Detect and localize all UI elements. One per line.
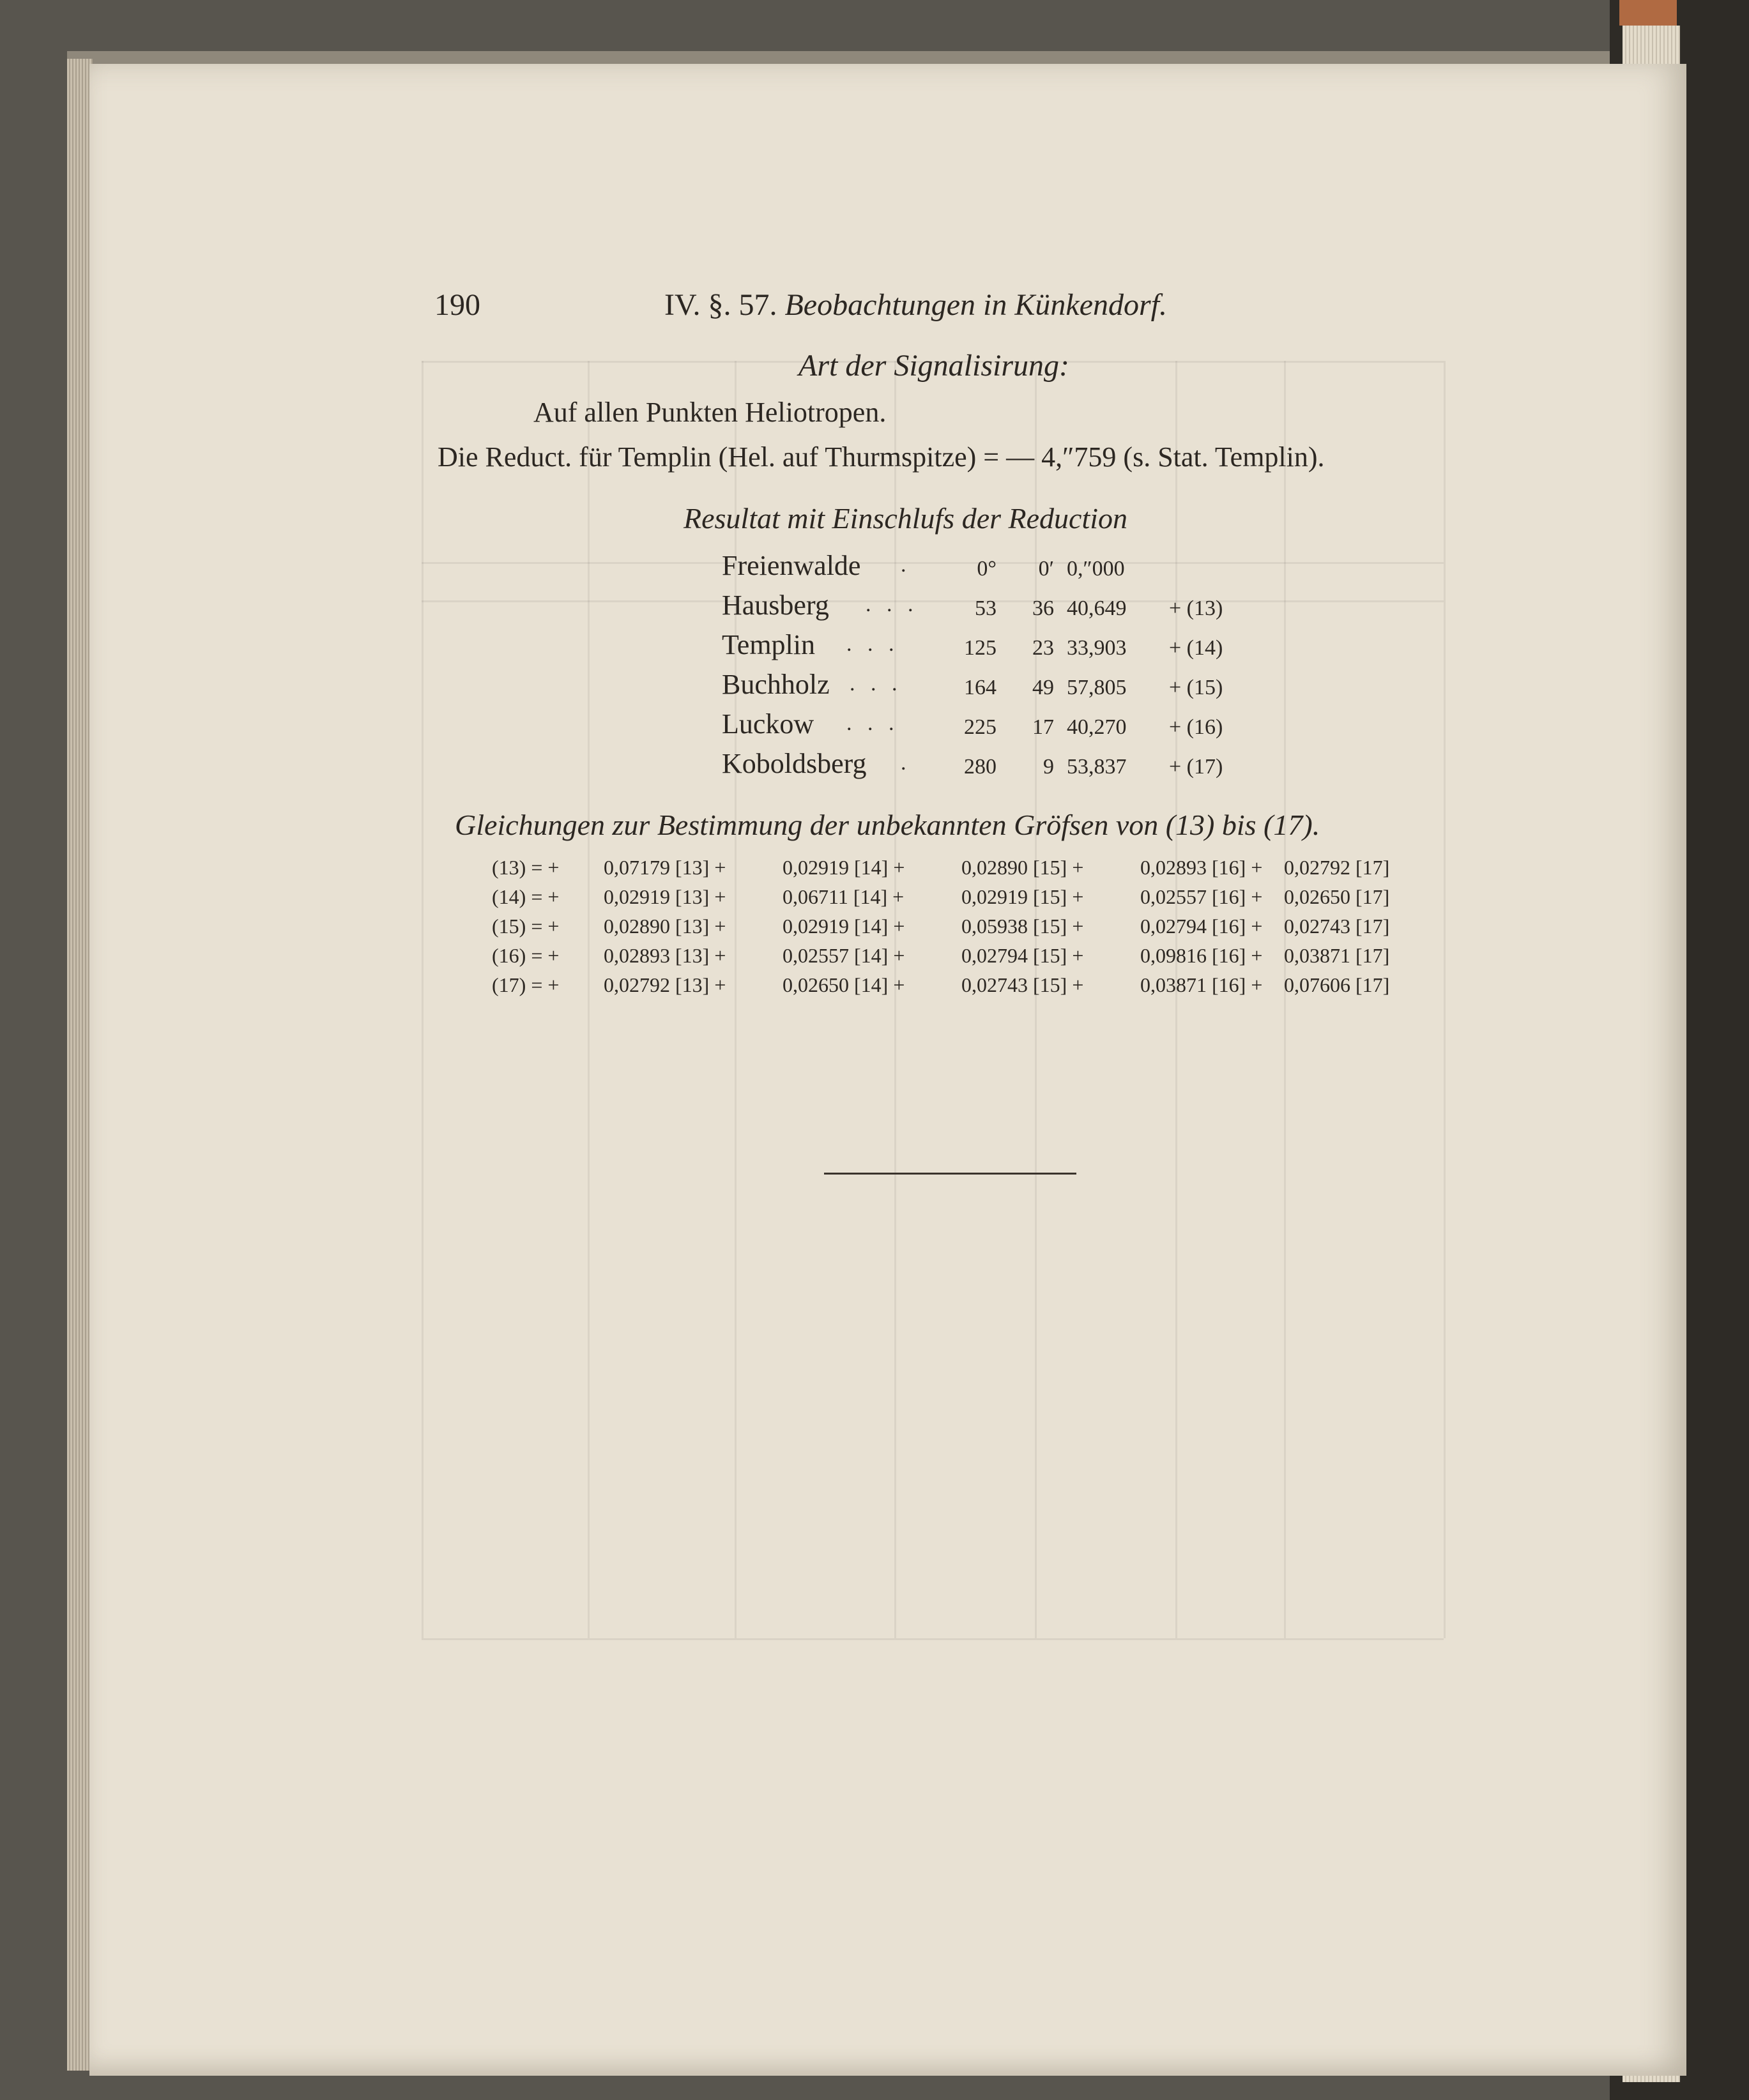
station-name: Hausberg <box>722 590 829 621</box>
unknown-term: + (13) <box>1169 597 1223 620</box>
angle-seconds: 33,903 <box>1067 636 1127 660</box>
equation-term-14: 0,02919 [14] + <box>783 915 905 938</box>
equation-term-15: 0,02919 [15] + <box>961 885 1084 908</box>
angle-degrees: 53 <box>975 597 997 620</box>
equation-row <box>492 885 1412 913</box>
equation-term-15: 0,05938 [15] + <box>961 915 1084 938</box>
equation-term-16: 0,02794 [16] + <box>1140 915 1263 938</box>
angle-minutes: 49 <box>1032 676 1054 699</box>
equation-term-16: 0,02893 [16] + <box>1140 856 1263 879</box>
result-row <box>722 549 1220 588</box>
leader-dots: . . . <box>846 632 899 656</box>
running-header <box>434 287 1278 332</box>
equation-lhs: (16) = + <box>492 944 560 967</box>
header-section: IV. §. 57. <box>664 288 777 322</box>
equation-term-16: 0,09816 [16] + <box>1140 944 1263 967</box>
angle-seconds: 53,837 <box>1067 755 1127 779</box>
equation-term-17: 0,03871 [17] <box>1284 944 1390 967</box>
angle-degrees: 225 <box>964 715 997 739</box>
equation-row <box>492 944 1412 972</box>
equation-term-13: 0,02893 [13] + <box>604 944 726 967</box>
equations-heading: Gleichungen zur Bestimmung der unbekannten Gröfsen von (13) bis (17). <box>455 809 1320 841</box>
angle-seconds: 0,″000 <box>1067 557 1125 581</box>
station-name: Templin <box>722 629 816 660</box>
equation-term-13: 0,02890 [13] + <box>604 915 726 938</box>
result-row <box>722 628 1223 667</box>
equation-term-13: 0,02919 [13] + <box>604 885 726 908</box>
angle-degrees: 164 <box>964 676 997 699</box>
leader-dots: . <box>901 751 912 775</box>
leader-dots: . . . <box>850 672 903 696</box>
equation-row <box>492 915 1412 943</box>
equation-term-16: 0,02557 [16] + <box>1140 885 1263 908</box>
equation-term-14: 0,06711 [14] + <box>783 885 905 908</box>
equation-row <box>492 973 1412 1001</box>
angle-minutes: 0′ <box>1038 557 1054 581</box>
angle-minutes: 36 <box>1032 597 1054 620</box>
equation-row <box>492 856 1412 884</box>
closing-rule <box>824 1173 1076 1175</box>
unknown-term: + (14) <box>1169 636 1223 660</box>
angle-degrees: 280 <box>964 755 997 779</box>
signalisation-heading: Art der Signalisirung: <box>798 349 1070 383</box>
leader-dots: . <box>901 553 912 577</box>
result-row <box>722 668 1223 706</box>
equation-term-17: 0,02792 [17] <box>1284 856 1390 879</box>
result-heading: Resultat mit Einschlufs der Reduction <box>684 502 1128 535</box>
result-row <box>722 708 1223 746</box>
angle-degrees: 0° <box>977 557 997 581</box>
equation-lhs: (13) = + <box>492 856 560 879</box>
unknown-term: + (15) <box>1169 676 1223 699</box>
equation-term-14: 0,02650 [14] + <box>783 973 905 996</box>
leader-dots: . . . <box>846 711 899 735</box>
result-row <box>722 747 1223 786</box>
unknown-term: + (17) <box>1169 755 1223 779</box>
equation-term-14: 0,02919 [14] + <box>783 856 905 879</box>
signalisation-line-2: Die Reduct. für Templin (Hel. auf Thurmspitze) = — 4,″759 (s. Stat. Templin). <box>438 441 1325 473</box>
equation-term-16: 0,03871 [16] + <box>1140 973 1263 996</box>
left-page-edges <box>67 59 93 2071</box>
angle-seconds: 40,649 <box>1067 597 1127 620</box>
station-name: Buchholz <box>722 669 830 700</box>
equation-term-17: 0,02650 [17] <box>1284 885 1390 908</box>
equation-term-17: 0,07606 [17] <box>1284 973 1390 996</box>
result-row <box>722 589 1223 627</box>
equation-lhs: (17) = + <box>492 973 560 996</box>
bookmark-tab <box>1619 0 1677 26</box>
equation-term-15: 0,02890 [15] + <box>961 856 1084 879</box>
angle-minutes: 17 <box>1032 715 1054 739</box>
signalisation-line-1: Auf allen Punkten Heliotropen. <box>533 397 887 428</box>
leader-dots: . . . <box>866 593 919 616</box>
angle-seconds: 40,270 <box>1067 715 1127 739</box>
equation-term-15: 0,02794 [15] + <box>961 944 1084 967</box>
angle-minutes: 9 <box>1043 755 1054 779</box>
equation-term-13: 0,02792 [13] + <box>604 973 726 996</box>
equation-lhs: (14) = + <box>492 885 560 908</box>
equation-term-14: 0,02557 [14] + <box>783 944 905 967</box>
equation-term-15: 0,02743 [15] + <box>961 973 1084 996</box>
header-title <box>664 287 1167 323</box>
station-name: Freienwalde <box>722 550 861 581</box>
angle-seconds: 57,805 <box>1067 676 1127 699</box>
station-name: Luckow <box>722 708 814 740</box>
page-number: 190 <box>434 288 480 322</box>
equation-lhs: (15) = + <box>492 915 560 938</box>
equation-term-17: 0,02743 [17] <box>1284 915 1390 938</box>
unknown-term: + (16) <box>1169 715 1223 739</box>
equation-term-13: 0,07179 [13] + <box>604 856 726 879</box>
angle-minutes: 23 <box>1032 636 1054 660</box>
header-subject: Beobachtungen in Künkendorf. <box>784 288 1168 322</box>
station-name: Koboldsberg <box>722 748 867 779</box>
angle-degrees: 125 <box>964 636 997 660</box>
